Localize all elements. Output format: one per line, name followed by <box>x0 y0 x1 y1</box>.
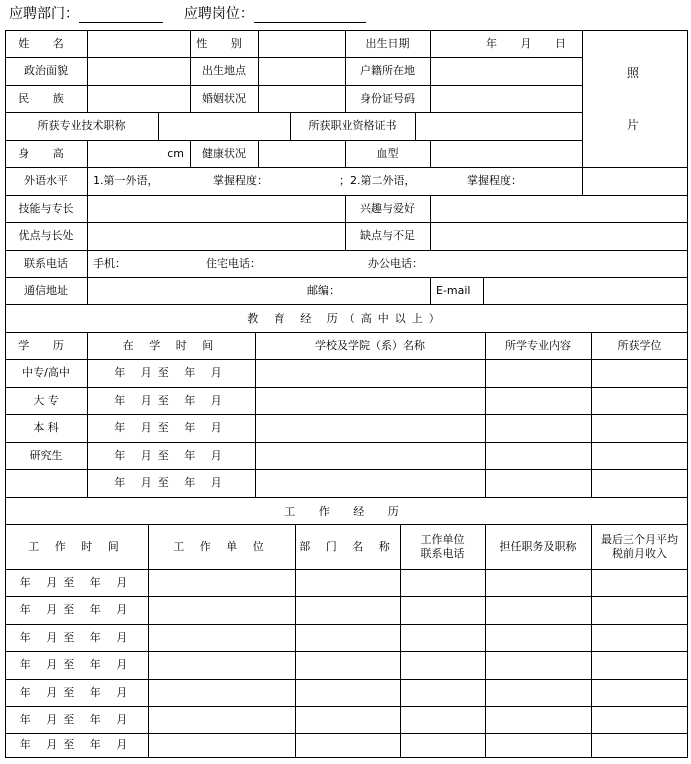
edu-degree-1: 大 专 <box>33 393 59 407</box>
photo-label-1: 照 <box>627 66 640 80</box>
email-field[interactable] <box>483 277 688 304</box>
work-title: 工 作 经 历 <box>284 504 409 518</box>
work-period-5[interactable]: 年 月至 年 月 <box>19 712 134 726</box>
lang1-mastery: 掌握程度： <box>213 174 268 187</box>
address-label: 通信地址 <box>24 283 68 297</box>
work-col-company: 工 作 单 位 <box>173 539 270 553</box>
hobbies-label: 兴趣与爱好 <box>360 201 415 215</box>
form-header <box>9 3 366 23</box>
skills-field[interactable] <box>87 195 345 222</box>
work-period-6[interactable]: 年 月至 年 月 <box>19 738 134 751</box>
blood-label: 血型 <box>376 146 399 160</box>
edu-col-school: 学校及学院（系）名称 <box>315 338 425 352</box>
work-col-period: 工 作 时 间 <box>28 539 125 553</box>
mobile-label: 手机： <box>93 256 126 270</box>
work-period-2[interactable]: 年 月至 年 月 <box>19 630 134 644</box>
dept-blank[interactable] <box>79 8 163 23</box>
height-label: 身 高 <box>18 146 74 160</box>
ethnicity-field[interactable] <box>87 85 190 112</box>
edu-col-award: 所获学位 <box>617 338 662 352</box>
blood-field[interactable] <box>430 140 582 167</box>
edu-degree-2: 本 科 <box>33 421 59 434</box>
name-label: 姓 名 <box>18 36 74 50</box>
hukou-field[interactable] <box>430 57 582 85</box>
health-field[interactable] <box>258 140 345 167</box>
lang2-mastery: 掌握程度： <box>467 174 522 187</box>
edu-degree-3: 研究生 <box>29 448 63 462</box>
birthplace-label: 出生地点 <box>202 64 246 77</box>
birth-date-field[interactable]: 年 月 日 <box>486 36 576 50</box>
edu-period-1[interactable]: 年 月至 年 月 <box>114 393 228 407</box>
work-col-phone <box>400 524 485 569</box>
edu-col-major: 所学专业内容 <box>505 338 571 352</box>
edu-period-3[interactable]: 年 月至 年 月 <box>114 448 228 462</box>
email-label: E-mail <box>436 283 471 297</box>
lang1-text: 1.第一外语， <box>93 174 159 187</box>
edu-col-period: 在 学 时 间 <box>122 338 220 352</box>
work-period-4[interactable]: 年 月至 年 月 <box>19 685 134 699</box>
post-label: 应聘岗位： <box>183 6 254 22</box>
lang2-text: ；2.第二外语， <box>339 174 416 187</box>
home-phone-label: 住宅电话： <box>206 256 261 270</box>
work-col-title: 担任职务及职称 <box>499 539 577 553</box>
political-label: 政治面貌 <box>24 64 68 77</box>
id-number-label: 身份证号码 <box>360 91 415 105</box>
weaknesses-field[interactable] <box>430 222 688 250</box>
tech-title-label: 所获专业技术职称 <box>37 119 126 132</box>
work-period-0[interactable]: 年 月至 年 月 <box>19 575 134 589</box>
edu-degree-0: 中专/高中 <box>22 366 70 379</box>
name-field[interactable] <box>87 30 190 57</box>
work-period-1[interactable]: 年 月至 年 月 <box>19 603 134 616</box>
edu-period-2[interactable]: 年 月至 年 月 <box>114 421 228 434</box>
language-label: 外语水平 <box>24 174 68 187</box>
edu-period-4[interactable]: 年 月至 年 月 <box>114 476 228 489</box>
strengths-label: 优点与长处 <box>18 229 74 242</box>
work-col-income-line2: 税前月收入 <box>612 546 667 560</box>
marital-label: 婚姻状况 <box>202 91 246 105</box>
qual-cert-field[interactable] <box>415 112 582 140</box>
edu-period-0[interactable]: 年 月至 年 月 <box>114 366 228 379</box>
work-col-income-line1: 最后三个月平均 <box>601 532 678 546</box>
tech-title-field[interactable] <box>158 112 290 140</box>
work-col-income <box>591 524 688 569</box>
edu-degree-4 <box>5 469 87 497</box>
contact-label: 联系电话 <box>24 256 68 270</box>
work-col-phone-line2: 联系电话 <box>420 546 465 560</box>
skills-label: 技能与专长 <box>18 201 74 215</box>
gender-label: 性 别 <box>196 36 252 50</box>
work-period-3[interactable]: 年 月至 年 月 <box>19 658 134 671</box>
gender-field[interactable] <box>258 30 345 57</box>
height-unit: cm <box>167 146 184 160</box>
strengths-field[interactable] <box>87 222 345 250</box>
post-blank[interactable] <box>254 8 366 23</box>
work-col-dept: 部 门 名 称 <box>299 539 396 553</box>
edu-col-degree: 学 历 <box>18 338 74 352</box>
application-form-table <box>5 30 688 758</box>
political-field[interactable] <box>87 57 190 85</box>
address-field[interactable] <box>87 277 297 304</box>
birthplace-field[interactable] <box>258 57 345 85</box>
photo-label-2: 片 <box>627 118 640 132</box>
birth-date-label: 出生日期 <box>365 36 410 50</box>
postcode-label: 邮编： <box>307 283 340 297</box>
work-col-phone-line1: 工作单位 <box>420 532 465 546</box>
ethnicity-label: 民 族 <box>18 91 74 105</box>
qual-cert-label: 所获职业资格证书 <box>308 119 397 132</box>
id-number-field[interactable] <box>430 85 582 112</box>
dept-label: 应聘部门： <box>9 6 79 22</box>
health-label: 健康状况 <box>202 146 246 160</box>
weaknesses-label: 缺点与不足 <box>360 229 415 242</box>
office-phone-label: 办公电话： <box>368 256 423 270</box>
hobbies-field[interactable] <box>430 195 688 222</box>
education-title: 教 育 经 历（高中以上） <box>247 312 446 325</box>
marital-field[interactable] <box>258 85 345 112</box>
hukou-label: 户籍所在地 <box>360 64 415 77</box>
